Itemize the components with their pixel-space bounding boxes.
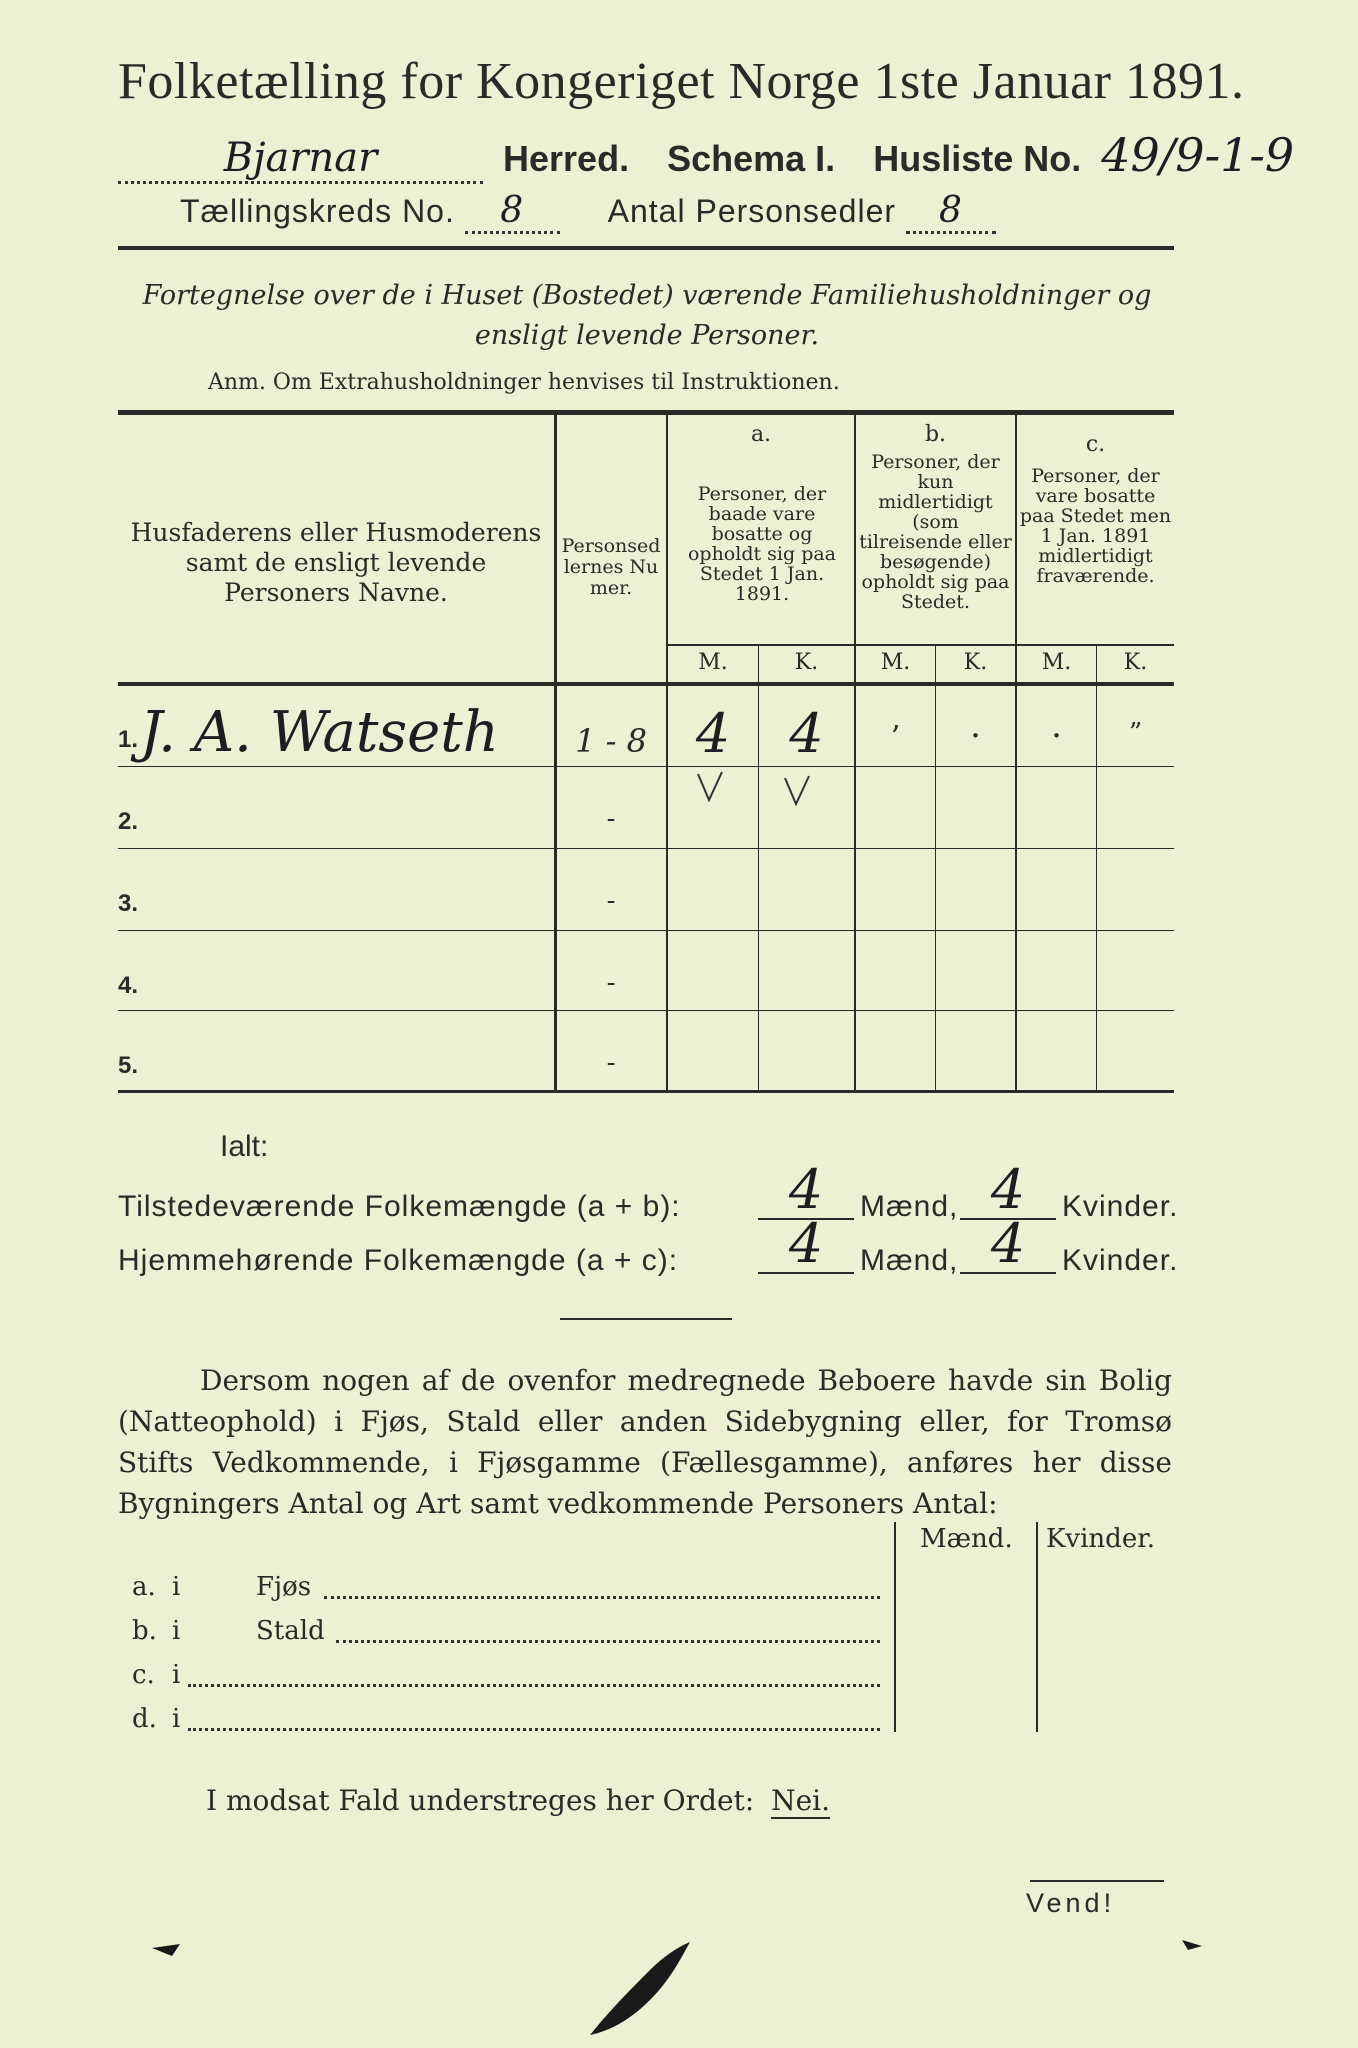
building-letter: a. — [132, 1572, 156, 1602]
row-num: - — [606, 804, 616, 834]
modsat-text: I modsat Fald understreges her Ordet: — [206, 1784, 755, 1817]
col-name-header: Husfaderens eller Husmoderens samt de ensligt levende Personers Navne. — [130, 518, 542, 607]
col-a-header: Personer, der baade vare bosatte og opholdt sig paa Stedet 1 Jan. 1891. — [687, 483, 837, 605]
row-num: 1 - 8 — [575, 722, 647, 760]
col-c-k: K. — [1123, 650, 1148, 675]
antal-label: Antal Personsedler — [607, 193, 897, 229]
ink-blot-icon — [580, 1930, 700, 2040]
schema-label: Schema I. — [667, 138, 836, 179]
col-b-header: Personer, der kun midlertidigt (som tilreisende eller besøgende) opholdt sig paa Stedet. — [859, 451, 1012, 613]
tilst-maend: Mænd, — [860, 1190, 959, 1223]
row-num: - — [606, 886, 616, 916]
building-dots — [188, 1728, 880, 1731]
header-rule — [118, 246, 1174, 250]
table-vline — [1096, 646, 1097, 1090]
herred-label: Herred. — [503, 138, 630, 179]
section-divider — [560, 1318, 732, 1320]
col-c-letter: c. — [1085, 432, 1106, 457]
row-number: 3. — [118, 890, 139, 917]
modsat-line — [206, 1784, 830, 1817]
table-vline — [935, 646, 936, 1090]
ink-mark-icon — [150, 1938, 190, 1962]
ialt-label: Ialt: — [220, 1130, 269, 1163]
col-b-k: K. — [963, 650, 988, 675]
building-letter: c. — [132, 1660, 155, 1690]
col-a-m: M. — [698, 650, 728, 675]
kreds-value: 8 — [465, 190, 560, 234]
kreds-label: Tællingskreds No. — [180, 193, 455, 229]
buildings-paragraph: Dersom nogen af de ovenfor medregnede Beboere havde sin Bolig (Natteophold) i Fjøs, Stald eller anden Sidebygning eller, for Tromsø Stifts Vedkommende, i Fjøsgamme (Fællesgamme), anføres her disse Bygningers Antal og Art samt vedkommende Personers Antal: — [118, 1364, 1172, 1520]
row-a-m: 4 — [695, 702, 731, 765]
building-letter: d. — [132, 1704, 157, 1734]
building-dots — [324, 1596, 880, 1599]
row-number: 1. — [118, 726, 139, 753]
row-number: 5. — [118, 1052, 139, 1079]
hjem-k-value: 4 — [990, 1212, 1026, 1275]
col-b-letter: b. — [924, 422, 947, 447]
ink-mark-icon — [1180, 1936, 1206, 1956]
row-number: 2. — [118, 808, 139, 835]
husliste-label: Husliste No. — [873, 138, 1082, 179]
check-mark-icon — [782, 774, 812, 808]
building-letter: b. — [132, 1616, 157, 1646]
row-rule — [118, 1010, 1174, 1011]
tilst-m-value: 4 — [788, 1158, 824, 1221]
row-rule — [118, 766, 1174, 767]
row-name: J. A. Watseth — [140, 700, 499, 765]
buildings-vline — [894, 1522, 896, 1732]
col-b-m: M. — [880, 650, 911, 675]
row-a-k: 4 — [789, 702, 824, 765]
intro-text: Fortegnelse over de i Huset (Bostedet) værende Familiehusholdninger og ensligt levende Personer. — [142, 280, 1152, 351]
row-c-k: ” — [1128, 718, 1143, 748]
antal-value: 8 — [906, 190, 996, 234]
nei-word: Nei. — [771, 1784, 831, 1817]
col-c-m: M. — [1041, 650, 1072, 675]
table-bottom-rule — [118, 1090, 1174, 1093]
hjem-kvinder: Kvinder. — [1062, 1244, 1179, 1277]
mk-header-rule — [666, 644, 1174, 646]
row-c-m: · — [1051, 716, 1062, 756]
vend-label: Vend! — [1026, 1888, 1116, 1918]
row-num: - — [606, 1048, 616, 1078]
building-dots — [188, 1684, 880, 1687]
hjem-m-value: 4 — [788, 1212, 824, 1275]
form-title: Folketælling for Kongeriget Norge 1ste Januar 1891. — [118, 53, 1245, 110]
herred-line — [118, 128, 1294, 184]
row-b-m: ’ — [890, 720, 901, 755]
anm-note: Anm. Om Extrahusholdninger henvises til Instruktionen. — [208, 370, 840, 395]
building-dots — [336, 1640, 880, 1643]
row-num: - — [606, 968, 616, 998]
hjem-label: Hjemmehørende Folkemængde (a + c): — [118, 1244, 679, 1277]
check-mark-icon — [695, 770, 725, 804]
herred-value: Bjarnar — [118, 135, 483, 184]
col-c-header: Personer, der vare bosatte paa Stedet men 1 Jan. 1891 midlertidigt fraværende. — [1019, 465, 1172, 587]
col-a-letter: a. — [750, 422, 772, 447]
row-rule — [118, 930, 1174, 931]
tilst-kvinder: Kvinder. — [1062, 1190, 1179, 1223]
kreds-line — [180, 190, 996, 234]
building-i: i — [172, 1660, 181, 1690]
buildings-vline — [1036, 1522, 1038, 1732]
col-num-header: Personsedlernes Numer. — [561, 535, 661, 599]
building-label: Fjøs — [256, 1572, 312, 1602]
buildings-col-maend: Mænd. — [920, 1524, 1013, 1554]
husliste-value: 49/9-1-9 — [1101, 128, 1295, 182]
tilst-k-value: 4 — [990, 1158, 1026, 1221]
building-i: i — [172, 1572, 181, 1602]
vend-rule — [1030, 1880, 1164, 1882]
buildings-col-kvinder: Kvinder. — [1046, 1524, 1156, 1554]
col-a-k: K. — [794, 650, 819, 675]
row-b-k: · — [970, 716, 981, 756]
tilst-label: Tilstedeværende Folkemængde (a + b): — [118, 1190, 681, 1223]
building-i: i — [172, 1616, 181, 1646]
row-number: 4. — [118, 972, 139, 999]
row-rule — [118, 848, 1174, 849]
hjem-maend: Mænd, — [860, 1244, 959, 1277]
building-label: Stald — [256, 1616, 325, 1646]
building-i: i — [172, 1704, 181, 1734]
